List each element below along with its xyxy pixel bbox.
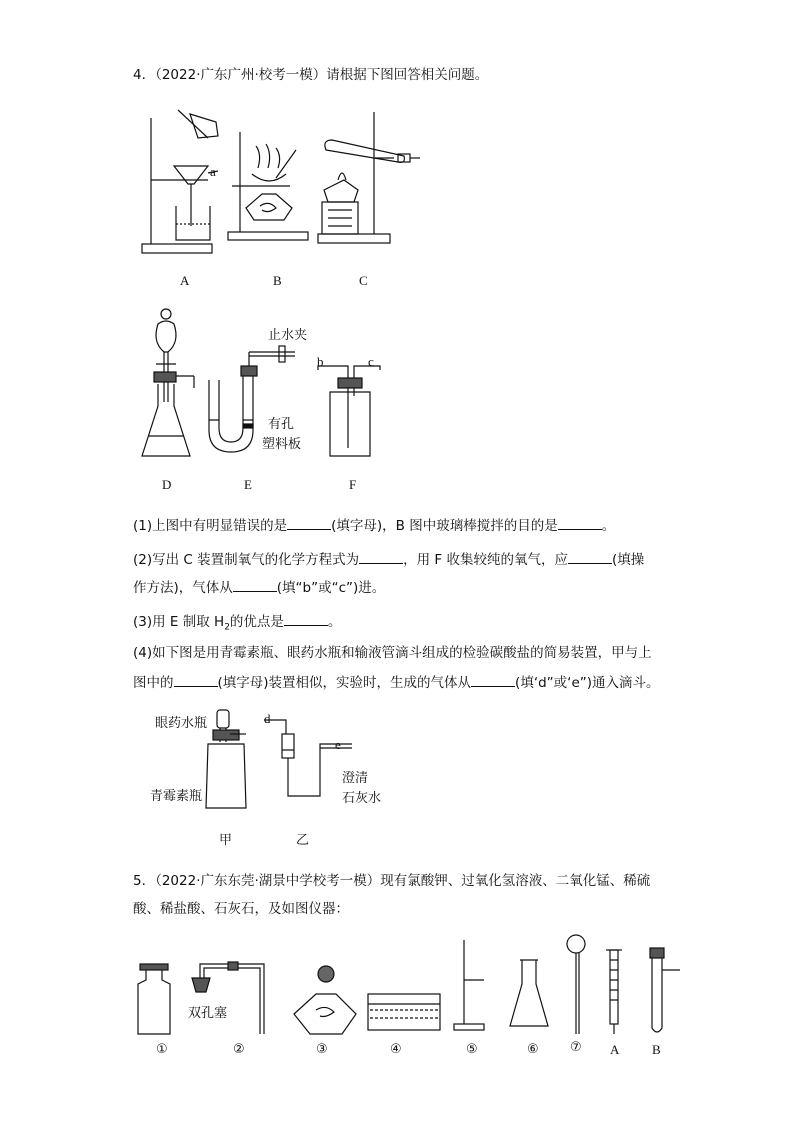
label-instrument-3: ③ (316, 1042, 328, 1057)
label-B: B (273, 273, 282, 288)
label-d-port: d (264, 711, 271, 726)
answer-blank[interactable] (558, 515, 602, 530)
label-jia: 甲 (219, 833, 233, 848)
label-instrument-6: ⑥ (527, 1042, 539, 1057)
label-e-port: e (335, 737, 341, 752)
label-instrument-5: ⑤ (466, 1042, 478, 1057)
label-C: C (359, 273, 368, 288)
label-instrument-B: B (652, 1042, 661, 1057)
label-instrument-7: ⑦ (570, 1040, 582, 1055)
label-a-marker: a (210, 164, 216, 179)
label-double-hole-stopper: 双孔塞 (188, 1006, 228, 1021)
apparatus-b-evaporation (226, 124, 312, 244)
label-instrument-1: ① (156, 1042, 168, 1057)
q5-instruments (130, 930, 690, 1042)
label-instrument-4: ④ (390, 1042, 402, 1057)
label-D: D (162, 477, 172, 492)
q4-sub2: (2)写出 C 装置制氧气的化学方程式为 ，用 F 收集较纯的氧气，应 (填操 (133, 549, 644, 569)
answer-blank[interactable] (287, 515, 331, 530)
label-instrument-A: A (610, 1042, 620, 1057)
answer-blank[interactable] (284, 611, 328, 626)
q4-sub1: (1)上图中有明显错误的是 (填字母)，B 图中玻璃棒搅拌的目的是 。 (133, 515, 615, 535)
label-lime-1: 澄清 (342, 771, 369, 786)
q4-sub4-cont: 图中的 (填字母)装置相似，实验时，生成的气体从 (填‘d”或‘e”)通入滴斗。 (133, 672, 660, 692)
apparatus-c-heating-tube (314, 110, 424, 248)
label-e-plate-1: 有孔 (268, 417, 295, 432)
label-yi: 乙 (296, 833, 310, 848)
apparatus-jia-penicillin-bottle (200, 708, 250, 812)
label-F: F (349, 477, 357, 492)
label-lime-2: 石灰水 (342, 791, 382, 806)
label-e-plate-2: 塑料板 (262, 437, 302, 452)
label-b-port: b (317, 354, 324, 369)
answer-blank[interactable] (174, 672, 218, 687)
q5-header-line-1: 5．（2022·广东东莞·湖景中学校考一模）现有氯酸钾、过氧化氢溶液、二氧化锰、稀硫 (133, 873, 651, 889)
answer-blank[interactable] (359, 549, 403, 564)
q5-header-line-2: 酸、稀盐酸、石灰石，及如图仪器： (133, 901, 349, 917)
label-E: E (244, 477, 252, 492)
label-c-port: c (368, 354, 374, 369)
label-e-clamp: 止水夹 (268, 328, 308, 343)
label-A: A (180, 273, 190, 288)
q4-header: 4．（2022·广东广州·校考一模）请根据下图回答相关问题。 (133, 67, 489, 83)
answer-blank[interactable] (471, 672, 515, 687)
q4-sub3: (3)用 E 制取 $H_2$的优点是 。 (133, 611, 341, 637)
answer-blank[interactable] (568, 549, 612, 564)
label-penicillin: 青霉素瓶 (150, 789, 203, 804)
label-instrument-2: ② (233, 1042, 245, 1057)
q4-sub4: (4)如下图是用青霉素瓶、眼药水瓶和输液管滴斗组成的检验碳酸盐的简易装置，甲与上 (133, 645, 652, 661)
apparatus-a-filtration (138, 108, 228, 258)
apparatus-d-funnel-flask (136, 306, 200, 464)
q4-sub2-cont: 作方法)，气体从 (填“b”或“c”)进。 (133, 577, 385, 597)
label-eye-bottle: 眼药水瓶 (155, 716, 208, 731)
answer-blank[interactable] (233, 577, 277, 592)
